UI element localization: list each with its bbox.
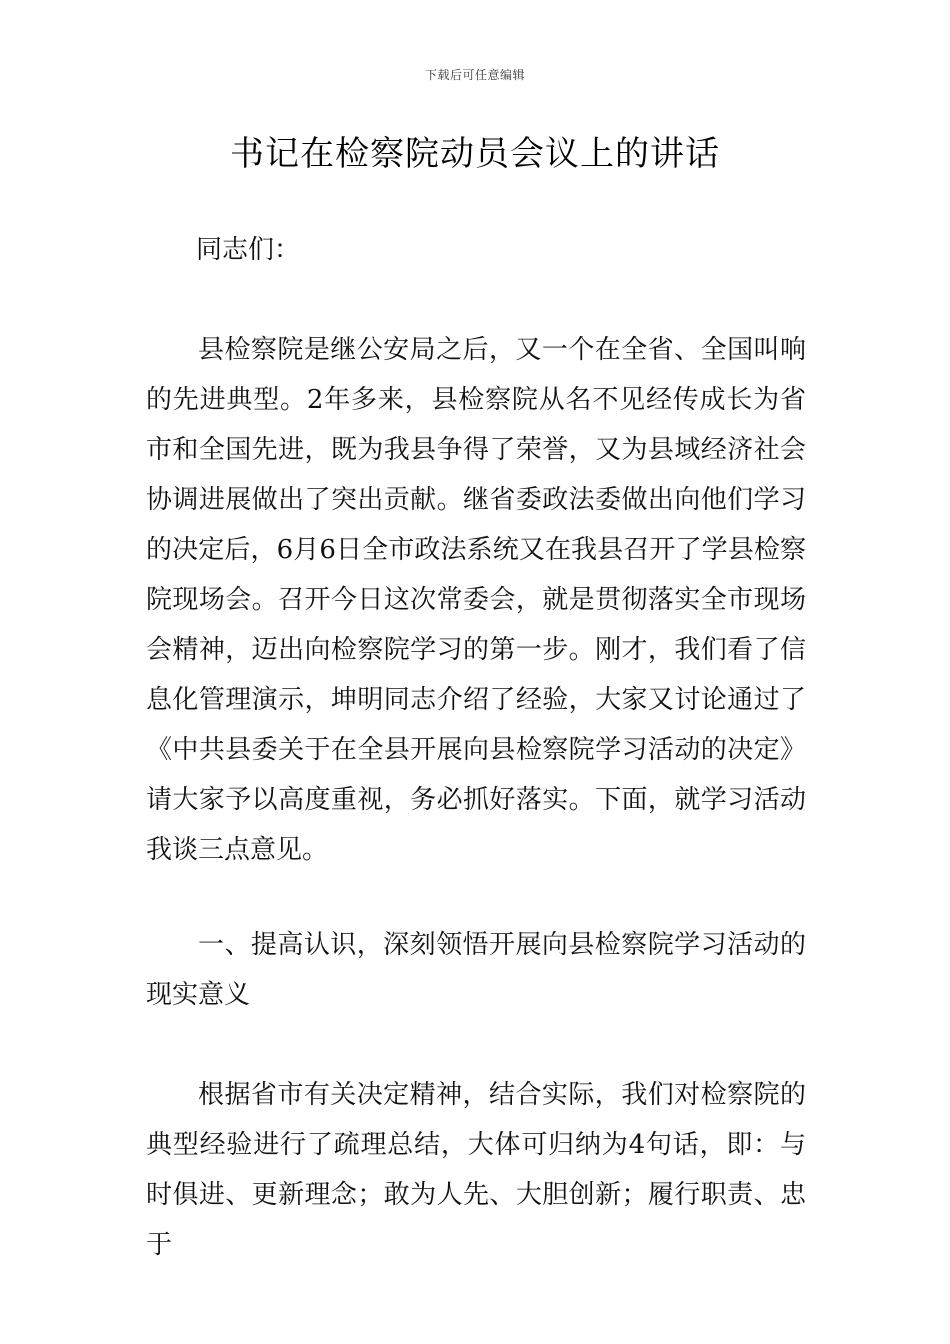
page-title: 书记在检察院动员会议上的讲话 bbox=[230, 134, 720, 174]
salutation: 同志们： bbox=[196, 235, 301, 265]
section-heading-1: 一、提高认识，深刻领悟开展向县检察院学习活动的现实意义 bbox=[146, 930, 806, 1010]
paragraph-section-1: 根据省市有关决定精神，结合实际，我们对检察院的典型经验进行了疏理总结，大体可归纳为4句话，即：与时俱进、更新理念；敢为人先、大胆创新；履行职责、忠于 bbox=[146, 1080, 806, 1260]
header-note: 下载后可任意编辑 bbox=[424, 68, 525, 82]
paragraph-intro: 县检察院是继公安局之后，又一个在全省、全国叫响的先进典型。2年多来，县检察院从名不见经传成长为省市和全国先进，既为我县争得了荣誉，又为县域经济社会协调进展做出了突出贡献。继省委政法委做出向他们学习的决定后，6月6日全市政法系统又在我县召开了学县检察院现场会。召开今日这次常委会，就是贯彻落实全市现场会精神，迈出向检察院学习的第一步。刚才，我们看了信息化管理演示，坤明同志介绍了经验，大家又讨论通过了《中共县委关于在全县开展向县检察院学习活动的决定》请大家予以高度重视，务必抓好落实。下面，就学习活动我谈三点意见。 bbox=[146, 335, 806, 865]
